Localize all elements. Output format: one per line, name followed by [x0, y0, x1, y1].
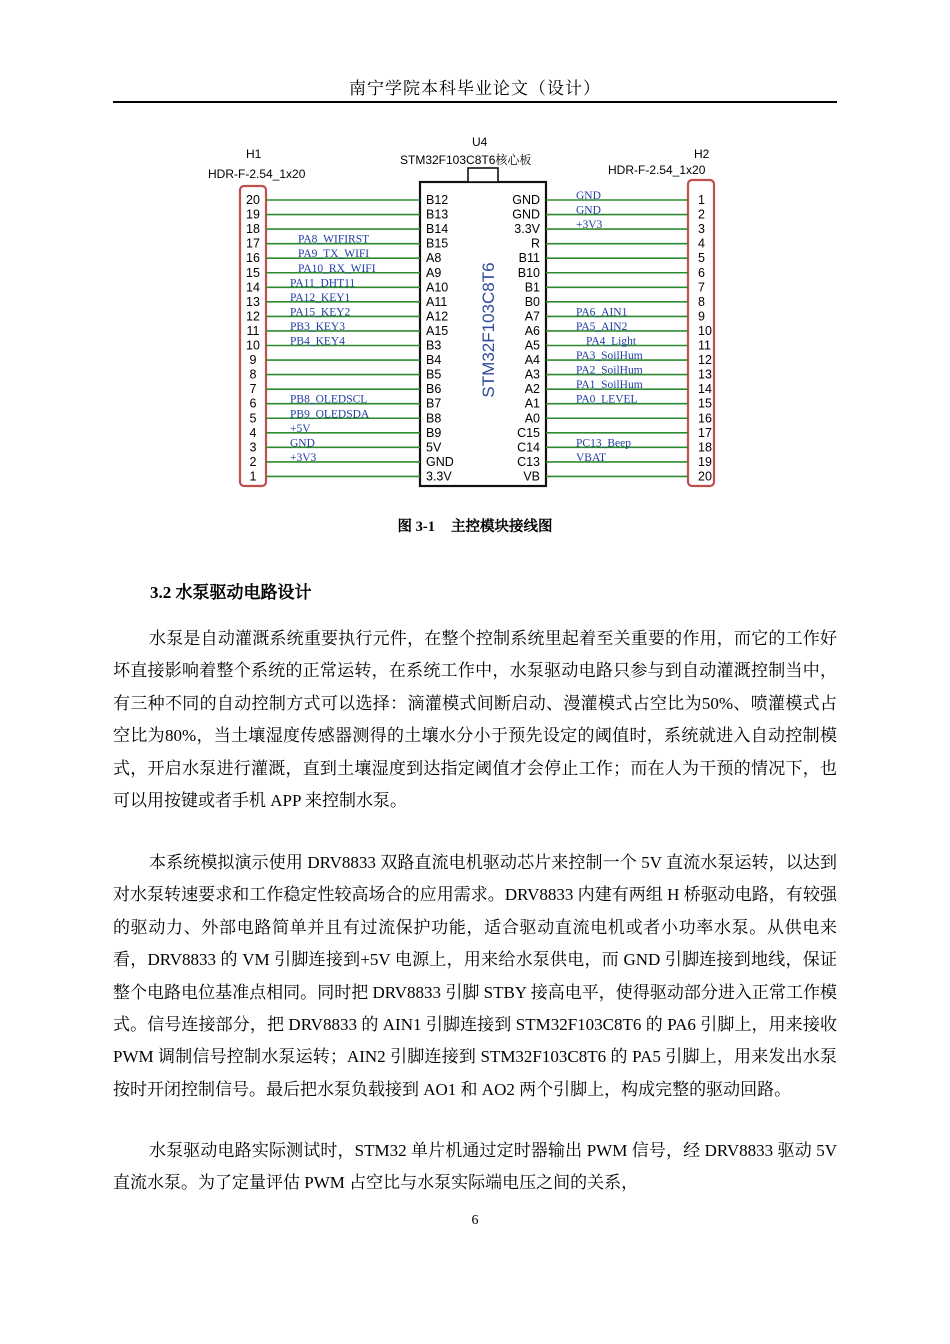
u4-name: STM32F103C8T6核心板	[400, 153, 532, 167]
figure-caption-text: 主控模块接线图	[450, 519, 553, 535]
u4-left-pin: B9	[426, 425, 442, 440]
u4-right-pin: GND	[512, 193, 540, 207]
u4-left-pin: 3.3V	[426, 469, 452, 484]
u4-right-pin: GND	[512, 207, 540, 222]
h2-pin-number: 4	[698, 236, 705, 251]
left-net-label: PB9_OLEDSDA	[290, 408, 370, 421]
h2-pin-number: 19	[698, 454, 712, 469]
h1-pin-number: 16	[246, 251, 260, 266]
h1-pin-number: 13	[246, 294, 260, 309]
left-net-label: PB4_KEY4	[290, 335, 345, 348]
right-net-label: PA3_SoilHum	[576, 350, 643, 363]
u4-ref: U4	[472, 135, 488, 149]
h1-ref: H1	[246, 147, 262, 161]
h2-pin-number: 14	[698, 382, 712, 397]
u4-left-pin: B7	[426, 396, 442, 411]
right-net-label: PA4_Light	[586, 335, 637, 348]
h2-pin-number: 11	[698, 338, 711, 353]
left-net-label: GND	[290, 437, 315, 450]
left-net-label: +5V	[290, 422, 311, 435]
page-header-title: 南宁学院本科毕业论文（设计）	[349, 79, 601, 98]
h2-pin-number: 2	[698, 207, 705, 222]
h1-pin-number: 11	[246, 323, 260, 338]
h1-pin-number: 1	[249, 469, 257, 484]
u4-right-pin: A4	[524, 353, 540, 368]
u4-right-pin: R	[530, 236, 540, 251]
h2-pin-number: 20	[698, 469, 712, 484]
u4-right-pin: A5	[524, 338, 540, 353]
u4-right-pin: 3.3V	[514, 222, 540, 237]
figure-caption-number: 图 3-1	[397, 519, 435, 535]
right-net-label: PC13_Beep	[576, 437, 631, 450]
section-title: 3.2 水泵驱动电路设计	[150, 583, 312, 602]
left-net-label: PA12_KEY1	[290, 291, 351, 304]
u4-left-pin: A8	[426, 251, 442, 266]
h2-pin-number: 7	[698, 280, 705, 295]
left-net-label: PA8_WIFIRST	[298, 233, 370, 246]
paragraph-1: 水泵是自动灌溉系统重要执行元件，在整个控制系统里起着至关重要的作用，而它的工作好坏直接影响着整个系统的正常运转，在系统工作中，水泵驱动电路只参与到自动灌溉控制当中，有三种不同的自动控制方式可以选择：滴灌模式间断启动、漫灌模式占空比为50%、喷灌模式占空比为80%，当土壤湿度传感器测得的土壤水分小于预先设定的阈值时，系统就进入自动控制模式，开启水泵进行灌溉，直到土壤湿度到达指定阈值才会停止工作；而在人为干预的情况下，也可以用按键或者手机 APP 来控制水泵。	[113, 629, 837, 811]
h1-pin-number: 6	[249, 396, 257, 411]
u4-left-pin: B14	[426, 222, 449, 237]
h2-ref: H2	[694, 147, 710, 161]
h1-pin-number: 3	[249, 440, 257, 455]
h1-pin-number: 12	[246, 309, 260, 324]
u4-right-pin: A6	[524, 323, 540, 338]
left-net-label: PA15_KEY2	[290, 306, 351, 319]
h2-pin-number: 13	[698, 367, 712, 382]
right-net-label: PA1_SoilHum	[576, 379, 643, 392]
u4-right-pin: B10	[517, 265, 540, 280]
h1-pin-number: 10	[246, 338, 260, 353]
u4-right-pin: A1	[524, 396, 540, 411]
h2-pin-number: 9	[698, 309, 705, 324]
u4-left-pin: B13	[426, 207, 449, 222]
u4-right-pin: A3	[524, 367, 540, 382]
u4-left-pin: A10	[426, 280, 449, 295]
u4-right-pin: B1	[524, 280, 540, 295]
u4-right-pin: A2	[524, 382, 540, 397]
h2-pin-number: 18	[698, 440, 712, 455]
u4-right-pin: C14	[517, 440, 540, 455]
header-divider	[113, 101, 837, 103]
h2-pin-number: 16	[698, 411, 712, 426]
right-net-label: GND	[576, 204, 601, 217]
paragraph-3: 水泵驱动电路实际测试时，STM32 单片机通过定时器输出 PWM 信号，经 DRV8833 驱动 5V 直流水泵。为了定量评估 PWM 占空比与水泵实际端电压之间的关系，	[113, 1141, 837, 1193]
h1-pin-number: 14	[246, 280, 260, 295]
right-net-label: +3V3	[576, 219, 603, 232]
main-control-wiring-diagram	[190, 134, 770, 494]
h2-pin-number: 6	[698, 265, 705, 280]
u4-left-pin: B8	[426, 411, 442, 426]
h1-pin-number: 20	[246, 193, 260, 207]
right-net-label: PA5_AIN2	[576, 320, 628, 333]
left-net-label: PB8_OLEDSCL	[290, 393, 368, 406]
h1-pin-number: 5	[249, 411, 257, 426]
h1-pin-number: 9	[249, 353, 257, 368]
h1-pin-number: 18	[246, 222, 260, 237]
u4-notch	[468, 168, 498, 182]
left-net-label: +3V3	[290, 451, 317, 464]
right-net-label: PA0_LEVEL	[576, 393, 638, 406]
u4-left-pin: 5V	[426, 440, 442, 455]
u4-left-pin: A12	[426, 309, 449, 324]
u4-left-pin: A15	[426, 323, 449, 338]
right-net-label: VBAT	[576, 451, 607, 464]
u4-right-pin: VB	[523, 469, 540, 484]
u4-right-pin: C15	[517, 425, 540, 440]
h2-pin-number: 1	[698, 193, 705, 207]
u4-left-pin: B6	[426, 382, 442, 397]
u4-right-pin: C13	[517, 454, 540, 469]
u4-left-pin: A11	[426, 294, 448, 309]
u4-left-pin: A9	[426, 265, 442, 280]
h1-pin-number: 15	[246, 265, 260, 280]
h1-pin-number: 2	[249, 454, 257, 469]
u4-left-pin: B4	[426, 353, 442, 368]
h2-pin-number: 15	[698, 396, 712, 411]
u4-left-pin: B15	[426, 236, 449, 251]
page-number: 6	[471, 1213, 479, 1228]
left-net-label: PB3_KEY3	[290, 320, 345, 333]
h2-pin-number: 12	[698, 353, 712, 368]
h1-pin-number: 19	[246, 207, 260, 222]
u4-right-pin: B0	[524, 294, 540, 309]
right-net-label: GND	[576, 190, 601, 202]
u4-left-pin: B12	[426, 193, 449, 207]
h1-pin-number: 17	[246, 236, 260, 251]
h1-pin-number: 4	[249, 425, 257, 440]
left-net-label: PA10_RX_WIFI	[298, 262, 376, 275]
left-net-label: PA9_TX_WIFI	[298, 248, 370, 261]
h2-pin-number: 10	[698, 323, 712, 338]
paragraph-2: 本系统模拟演示使用 DRV8833 双路直流电机驱动芯片来控制一个 5V 直流水泵运转，以达到对水泵转速要求和工作稳定性较高场合的应用需求。DRV8833 内建有两组 H 桥驱动电路，有较强的驱动力、外部电路简单并且有过流保护功能，适合驱动直流电机或者小功率水泵。从供电来看，DRV8833 的 VM 引脚连接到+5V 电源上，用来给水泵供电，而 GND 引脚连接到地线，保证整个电路电位基准点相同。同时把 DRV8833 引脚 STBY 接高电平，使得驱动部分进入正常工作模式。信号连接部分，把 DRV8833 的 AIN1 引脚连接到 STM32F103C8T6 的 PA6 引脚上，用来接收 PWM 调制信号控制水泵运转；AIN2 引脚连接到 STM32F103C8T6 的 PA5 引脚上，用来发出水泵按时开闭控制信号。最后把水泵负载接到 AO1 和 AO2 两个引脚上，构成完整的驱动回路。	[113, 853, 837, 1099]
chip-label: STM32F103C8T6	[479, 262, 498, 398]
u4-right-pin: B11	[518, 251, 540, 266]
h2-name: HDR-F-2.54_1x20	[608, 163, 706, 177]
left-net-label: PA11_DHT11	[290, 277, 356, 290]
h1-name: HDR-F-2.54_1x20	[208, 167, 306, 181]
u4-right-pin: A0	[524, 411, 540, 426]
h1-pin-number: 7	[249, 382, 257, 397]
right-net-label: PA2_SoilHum	[576, 364, 643, 377]
u4-left-pin: B5	[426, 367, 442, 382]
right-net-label: PA6_AIN1	[576, 306, 628, 319]
h2-pin-number: 5	[698, 251, 705, 266]
h2-pin-number: 8	[698, 294, 705, 309]
h2-pin-number: 3	[698, 222, 705, 237]
u4-right-pin: A7	[524, 309, 540, 324]
h2-pin-number: 17	[698, 425, 712, 440]
h1-pin-number: 8	[249, 367, 257, 382]
u4-left-pin: GND	[426, 454, 454, 469]
u4-left-pin: B3	[426, 338, 442, 353]
figure-caption	[0, 515, 950, 536]
